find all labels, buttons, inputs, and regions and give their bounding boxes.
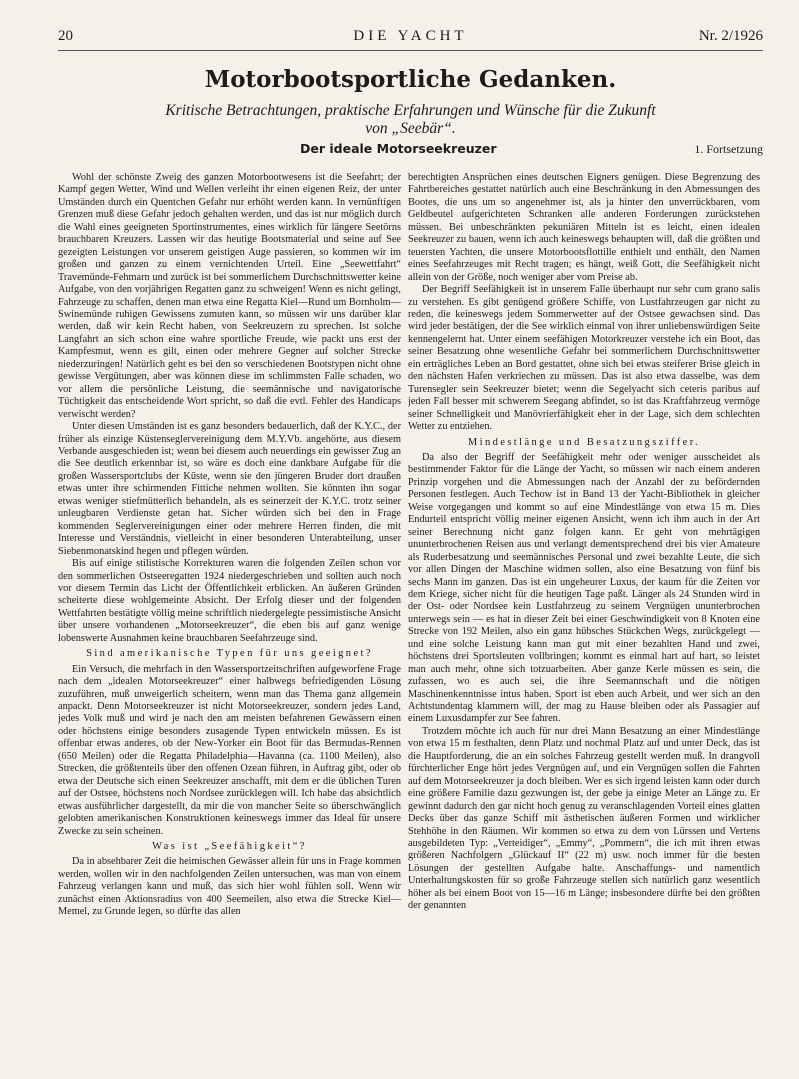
issue-number: Nr. 2/1926 bbox=[698, 28, 763, 44]
paragraph: Da in absehbarer Zeit die heimischen Gewässer allein für uns in Frage kommen werden, wollen wir in den nachfolgenden Zeilen untersuchen, was man von einem Fahrzeug verlangen kann und muß, das sich hier wohl fühlen soll. Wenn wir zunächst einen Aktionsradius von 400 Seemeilen, also etwa die Strecke Kiel—Memel, zu Grunde legen, so dürfte das allen bbox=[58, 856, 401, 918]
magazine-title: DIE YACHT bbox=[353, 28, 468, 44]
paragraph: Bis auf einige stilistische Korrekturen waren die folgenden Zeilen schon vor den sommerlichen Ostseeregatten 1924 niedergeschrieben und sollten auch noch vor diesem Termin das Licht der Öffentlichkeit erblicken. An äußeren Gründen scheiterte diese wohlgemeinte Absicht. Der Erfolg dieser und der folgenden Wettfahrten bestätigte völlig meine schriftlich niedergelegte pessimistische Ansicht über unsere vorhandenen „Motorseekreuzer“, die eben bis auf ganz wenige lobenswerte Ausnahmen keine brauchbaren Seefahrzeuge sind. bbox=[58, 558, 401, 644]
section-title: Der ideale Motorseekreuzer bbox=[300, 141, 497, 156]
article-author: von „Seebär“. bbox=[365, 120, 456, 137]
header-rule bbox=[58, 50, 763, 51]
paragraph: Unter diesen Umständen ist es ganz besonders bedauerlich, daß der K.Y.C., der früher als einzige Küstenseglervereinigung dem M.Y.Vb. angehörte, aus diesem Verbande ausgeschieden ist; wenn bei diesem auch neuerdings ein gewisser Zug an die See deutlich erkennbar ist, so wäre es doch eine dankbare Aufgabe für die großen Wassersportclubs der Küste, wenn sie den jüngeren Bruder dort draußen etwas unter ihre schirmenden Fittiche nehmen wollten. Sie könnten ihn sogar etwas weniger stiefmütterlich behandeln, als es seinerzeit der K.Y.C. trotz seiner unleugbaren Verdienste getan hat. Sicher würden sich bei den in Frage kommenden Seglervereinigungen einer oder mehrere Herren finden, die mit Interesse und Verständnis, vielleicht in einer besonderen Unterabteilung, unser Siebenmonatskind hegen und pflegen würden. bbox=[58, 421, 401, 557]
article-title: Motorbootsportliche Gedanken. bbox=[204, 66, 617, 93]
running-header bbox=[58, 28, 763, 48]
text-column-right bbox=[408, 172, 760, 1067]
paragraph: Wohl der schönste Zweig des ganzen Motorbootwesens ist die Seefahrt; der Kampf gegen Wetter, Wind und Wellen verleiht ihr einen eigenen Reiz, der unter Umständen durch ein Quentchen Gefahr nur erhöht werden kann. In vernünftigen Grenzen muß diese Gefahr jedoch gehalten werden, und das ist nur möglich durch die Wahl eines geeigneten Sportinstrumentes, eines wirklich für längere Seetörns brauchbaren Kreuzers. Lassen wir das heutige Bootsmaterial und seine auf See gezeigten Leistungen vor unserem geistigen Auge passieren, so kommen wir im großen und ganzen zu einem vernichtenden Urteil. Eine „Seewettfahrt“ Travemünde-Fehmarn und zurück ist bei sommerlichem Durchschnittswetter keine Aufgabe, von den vorjährigen Regatten ganz zu schweigen! Wenn es nicht gelingt, Fahrzeuge zu schaffen, denen man etwa eine Regatta Kiel—Rund um Bornholm—Swinemünde ruhigen Gewissens zumuten kann, so müssen wir uns darüber klar werden, daß wir kein Recht haben, von Seekreuzern zu sprechen. Ist solche Langfahrt an sich schon eine wahre sportliche Freude, wie packt uns erst der Kampfesmut, wenn es gilt, einen oder mehrere Gegner auf solcher Strecke niederzuringen! Natürlich geht es bei den so verschiedenen Bootstypen nicht ohne gewisse Vergütungen, aber was können diese im schlimmsten Falle schaden, wo vor allem die persönliche Leistung, die seemännische und navigatorische Tüchtigkeit das entscheidende Wort spricht, so daß die evtl. Fehler des Handicaps verwischt werden? bbox=[58, 172, 401, 420]
continuation-note: 1. Fortsetzung bbox=[694, 142, 763, 156]
page-number: 20 bbox=[58, 28, 73, 44]
article-subtitle bbox=[58, 102, 763, 138]
paragraph: Ein Versuch, die mehrfach in den Wassersportzeitschriften aufgeworfene Frage nach dem „idealen Motorseekreuzer“ einer halbwegs befriedigenden Lösung zuzuführen, muß unweigerlich scheitern, wenn man das Thema ganz allgemein anpackt. Denn Motorseekreuzer ist nicht Motorseekreuzer, sondern jedes Land, jedes Volk muß und wird je nach den am meisten befahrenen Gewässern einen oder höchstens einige besonders zusagende Typen entwickeln müssen. Es ist offenbar etwas anderes, ob der New-Yorker ein Boot für das Bermudas-Rennen (650 Meilen) oder die Regatta Philadelphia—Havanna (ca. 1100 Meilen), also Strecken, die größtenteils über den offenen Ozean führen, in Auftrag gibt, oder ob etwa der Deutsche sich einen Seekreuzer anschafft, mit dem er die üblichen Turen auf der Ostsee, höchstens noch Nordsee zurücklegen will. Ich habe das absichtlich etwas ausführlicher dargestellt, da mir die von mancher Seite so überschwänglich gelobten amerikanischen Konstruktionen keineswegs immer das Ideal für unsere Zwecke zu sein scheinen. bbox=[58, 663, 401, 837]
subtitle-line: Kritische Betrachtungen, praktische Erfahrungen und Wünsche für die Zukunft bbox=[165, 102, 656, 119]
paragraph: Trotzdem möchte ich auch für nur drei Mann Besatzung an einer Mindestlänge von etwa 15 m festhalten, denn Platz und nochmal Platz auf und unter Deck, das ist die Hauptforderung, die an ein solches Fahrzeug gestellt werden muß. In drangvoll fürchterlicher Enge hört jedes Vergnügen auf, und ein Vergnügen sollen die Fahrten auf dem Motorseekreuzer ja doch bleiben. Wer es sich irgend leisten kann oder durch eine größere Familie dazu gezwungen ist, der gebe ja einige Meter an Länge zu. Er gewinnt dadurch den gar nicht hoch genug zu veranschlagenden Vorteil eines glatten Decks über das ganze Schiff mit ästhetischen äußeren Formen und wirklicher Stehhöhe in den Räumen. Wir kommen so etwa zu dem von Lürssen und Vertens ausgebildeten Typ: „Verteidiger“, „Emmy“, „Pommern“, die ich mit ihren etwas größeren Nachfolgern „Glückauf II“ (22 m) usw. noch immer für die besten Lösungen der gestellten Aufgabe halte. Anschaffungs- und namentlich Unterhaltungskosten für so große Fahrzeuge stellen sich natürlich ganz wesentlich höher als bei einem Boot von 15—16 m Länge; insbesondere dürfte bei den größten der genannten bbox=[408, 725, 760, 912]
paragraph: berechtigten Ansprüchen eines deutschen Eigners genügen. Diese Begrenzung des Fahrtbereiches gestattet natürlich auch eine Beschränkung in den Abmessungen des Bootes, die uns um so angenehmer ist, als ja hinter den unverrückbaren, vom Geldbeutel aufgerichteten Schranken alle anderen Forderungen zurückstehen müssen. Bei unbeschränkten pekuniären Mitteln ist es leicht, einen idealen Seekreuzer zu bauen, wenn ich auch keineswegs behaupten will, daß die größten und teuersten Yachten, die unsere Motorbootsflottille enthielt und enthält, den Namen eines Seefahrzeuges mit Recht tragen; es hängt, weiß Gott, die Seefähigkeit nicht allein von der Größe, noch weniger aber vom Preise ab. bbox=[408, 172, 760, 283]
paragraph: Der Begriff Seefähigkeit ist in unserem Falle überhaupt nur sehr cum grano salis zu verstehen. Es gibt genügend größere Schiffe, von Lustfahrzeugen gar nicht zu reden, die keineswegs jedem Sommerwetter auf der Ostsee gewachsen sind. Das wird jeder bestätigen, der die See wirklich einmal von ihrer unliebenswürdigen Seite kennengelernt hat. Unter einem seefähigen Motorkreuzer verstehe ich ein Boot, das seiner Besatzung ohne wesentliche Gefahr bei sommerlichem Durchschnittswetter ein erträgliches Leben an Bord gestattet, ohne sich bei etwas steiferer Brise gleich in den nächsten Hafen verkriechen zu müssen. Das ist also etwa dasselbe, was dem Turensegler sein Seekreuzer bietet; wenn die Segelyacht sich ceteris paribus auf jeden Fall besser mit schwerem Seegang abfindet, so ist das Kraftfahrzeug vermöge seiner Schnelligkeit und Manövrierfähigkeit eher in der Lage, sich dem schlechten Wetter zu entziehen. bbox=[408, 284, 760, 433]
section-heading: Was ist „Seefähigkeit“? bbox=[152, 841, 307, 853]
text-column-left bbox=[58, 172, 401, 1067]
paragraph: Da also der Begriff der Seefähigkeit mehr oder weniger ausscheidet als bestimmender Faktor für die Länge der Yacht, so müssen wir nach einem anderen Prinzip vorgehen und die Abmessungen nach der Anzahl der zu befördernden Personen festlegen. Auch Techow ist in Band 13 der Yacht-Bibliothek in gleicher Weise vorgegangen und kommt so auf eine Mindestlänge von etwa 15 m. Dies Endurteil entspricht völlig meiner eigenen Ansicht, wenn ich ihm auch in der Art seiner Berechnung nicht ganz folgen kann. Er geht von mehrtägigen ununterbrochenen Reisen aus und verlangt dementsprechend drei bis vier Amateure als Ruderbesatzung und seemännisches Personal und zwei bezahlte Leute, die sich vor allen Dingen der Maschine widmen sollen, also eine Besatzung von fünf bis sechs Mann im ganzen. Das ist ein ungeheurer Luxus, der kaum für die Zeiten vor dem Kriege, sicher nicht für die heutigen Tage paßt. Länger als 24 Stunden wird in der Ost- oder Nordsee kein Lustfahrzeug zu seinem Vergnügen ununterbrochen unterwegs sein — es hat in dieser Zeit bei einer Geschwindigkeit von 8 Knoten eine Strecke von 192 Meilen, also ein ganz hübsches Stückchen Wegs, zurückgelegt — und eine solche Leistung kann man gut mit einer bezahlten Hand und zwei, höchstens drei Sportsleuten vollbringen; kommt es einmal hart auf hart, so leistet man auch mehr, ohne sich totzuarbeiten. Aber ganze Kerle müssen es sein, die zufassen, wo es auch sei, die ihre Seemannschaft und die nötigen Maschinenkenntnisse intus haben. Sport ist eben auch Arbeit, und wer sich an den Achtstundentag klammern will, der mag zu Hause bleiben oder als Passagier auf einem Luxusdampfer zur See fahren. bbox=[408, 451, 760, 725]
section-heading: Sind amerikanische Typen für uns geeignet? bbox=[86, 648, 373, 660]
section-heading: Mindestlänge und Besatzungsziffer. bbox=[467, 436, 701, 448]
